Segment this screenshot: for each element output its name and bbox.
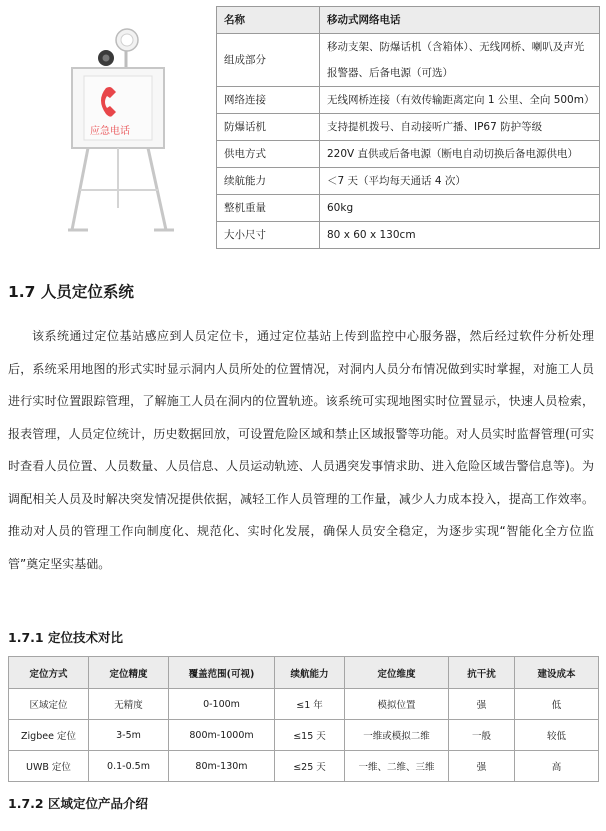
table-cell: 高 xyxy=(515,751,599,782)
table-row xyxy=(217,195,600,222)
spec-key: 防爆话机 xyxy=(217,114,320,141)
table-cell: ≤15 天 xyxy=(275,720,345,751)
spec-header-name: 名称 xyxy=(217,7,320,34)
column-header: 建设成本 xyxy=(515,657,599,689)
table-cell: UWB 定位 xyxy=(9,751,89,782)
table-cell: 模拟位置 xyxy=(345,689,449,720)
spec-key: 供电方式 xyxy=(217,141,320,168)
table-row xyxy=(217,87,600,114)
spec-key: 大小尺寸 xyxy=(217,222,320,249)
table-cell: 800m-1000m xyxy=(169,720,275,751)
spec-value: 无线网桥连接（有效传输距离定向 1 公里、全向 500m） xyxy=(320,87,600,114)
column-header: 定位方式 xyxy=(9,657,89,689)
table-cell: 3-5m xyxy=(89,720,169,751)
spec-value: ＜7 天（平均每天通话 4 次） xyxy=(320,168,600,195)
table-cell: ≤25 天 xyxy=(275,751,345,782)
spec-value: 80 x 60 x 130cm xyxy=(320,222,600,249)
table-cell: 较低 xyxy=(515,720,599,751)
speaker-icon xyxy=(98,50,114,66)
table-row xyxy=(217,222,600,249)
spec-key: 续航能力 xyxy=(217,168,320,195)
column-header: 抗干扰 xyxy=(449,657,515,689)
table-row xyxy=(217,168,600,195)
column-header: 定位维度 xyxy=(345,657,449,689)
table-row xyxy=(9,689,599,720)
table-cell: 低 xyxy=(515,689,599,720)
spec-header-product: 移动式网络电话 xyxy=(320,7,600,34)
spec-key: 网络连接 xyxy=(217,87,320,114)
table-row xyxy=(217,114,600,141)
subsection-title-2: 1.7.2 区域定位产品介绍 xyxy=(8,796,148,811)
alarm-light-icon xyxy=(116,29,138,51)
table-cell: Zigbee 定位 xyxy=(9,720,89,751)
emergency-phone-sign: 应急电话 xyxy=(90,126,130,137)
spec-key: 组成部分 xyxy=(217,34,320,87)
table-row xyxy=(217,34,600,87)
spec-value: 220V 直供或后备电源（断电自动切换后备电源供电） xyxy=(320,141,600,168)
table-cell: 0-100m xyxy=(169,689,275,720)
table-cell: 0.1-0.5m xyxy=(89,751,169,782)
table-cell: 一维或模拟二维 xyxy=(345,720,449,751)
table-header-row xyxy=(9,657,599,689)
table-row xyxy=(217,141,600,168)
table-cell: 强 xyxy=(449,751,515,782)
table-cell: 强 xyxy=(449,689,515,720)
table-cell: 无精度 xyxy=(89,689,169,720)
subsection-title-1: 1.7.1 定位技术对比 xyxy=(8,630,123,645)
spec-value: 60kg xyxy=(320,195,600,222)
spec-value: 支持提机拨号、自动接听广播、IP67 防护等级 xyxy=(320,114,600,141)
table-cell: ≤1 年 xyxy=(275,689,345,720)
mobile-network-phone-image xyxy=(28,8,198,238)
table-row xyxy=(9,751,599,782)
table-cell: 一般 xyxy=(449,720,515,751)
table-cell: 一维、二维、三维 xyxy=(345,751,449,782)
spec-value: 移动支架、防爆话机（含箱体）、无线网桥、喇叭及声光报警器、后备电源（可选） xyxy=(320,34,600,87)
spec-key: 整机重量 xyxy=(217,195,320,222)
spec-table-header xyxy=(217,7,600,34)
column-header: 覆盖范围(可视) xyxy=(169,657,275,689)
section-title: 1.7 人员定位系统 xyxy=(8,283,134,301)
table-row xyxy=(9,720,599,751)
section-paragraph: 该系统通过定位基站感应到人员定位卡，通过定位基站上传到监控中心服务器，然后经过软件分析处理后，系统采用地图的形式实时显示洞内人员所处的位置情况，对洞内人员分布情况做到实时掌握，对施工人员进行实时位置跟踪管理，了解施工人员在洞内的位置轨迹。该系统可实现地图实时位置显示，快速人员检索，报表管理，人员定位统计，历史数据回放，可设置危险区域和禁止区域报警等功能。对人员实时监督管理(可实时查看人员位置、人员数量、人员信息、人员运动轨迹、人员遇突发事情求助、进入危险区域告警信息等)。为调配相关人员及时解决突发情况提供依据，减轻工作人员管理的工作量，减少人力成本投入，提高工作效率。推动对人员的管理工作向制度化、规范化、实时化发展，确保人员安全稳定，为逐步实现“智能化全方位监管”奠定坚实基础。 xyxy=(8,329,594,571)
table-cell: 区域定位 xyxy=(9,689,89,720)
column-header: 续航能力 xyxy=(275,657,345,689)
table-cell: 80m-130m xyxy=(169,751,275,782)
positioning-comparison-table xyxy=(8,656,599,782)
column-header: 定位精度 xyxy=(89,657,169,689)
spec-table xyxy=(216,6,600,249)
